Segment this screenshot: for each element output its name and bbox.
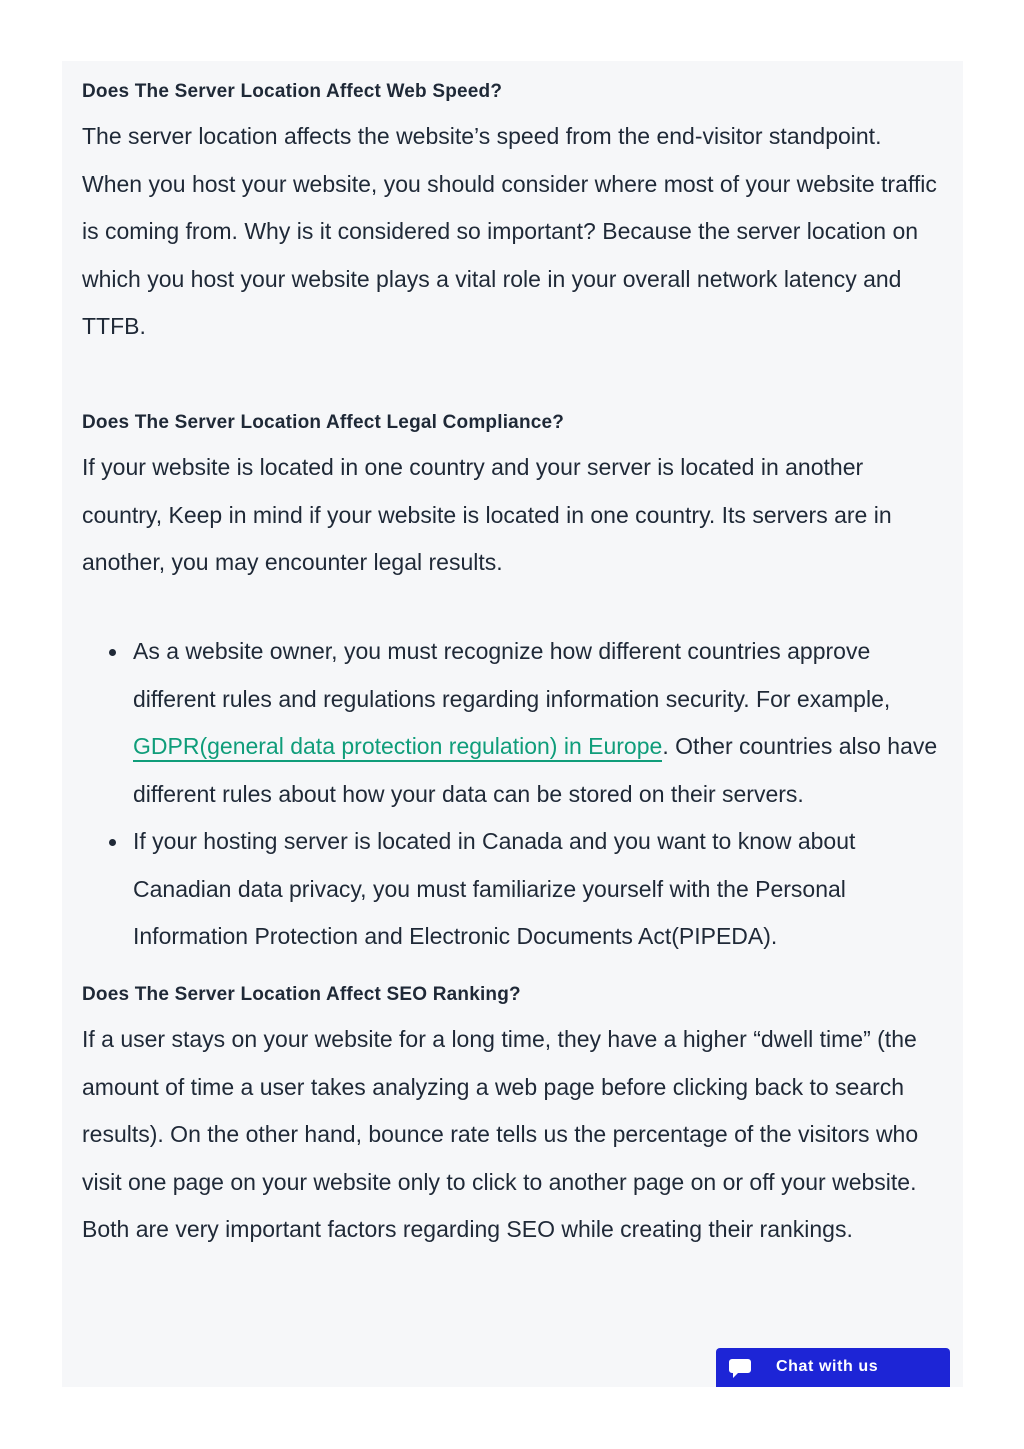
gdpr-link[interactable]: GDPR(general data protection regulation) in Europe — [133, 733, 662, 762]
heading-seo-ranking: Does The Server Location Affect SEO Ranking? — [82, 984, 521, 1005]
chat-widget-button[interactable] — [716, 1348, 950, 1387]
bullet-text: If your hosting server is located in Canada and you want to know about Canadian data privacy, you must familiarize yourself with the Personal Information Protection and Electronic Documents Act(PIPEDA). — [133, 828, 856, 949]
heading-legal-compliance: Does The Server Location Affect Legal Compliance? — [82, 412, 565, 433]
heading-web-speed: Does The Server Location Affect Web Speed? — [82, 81, 503, 102]
bullet-text-after: . Other countries also have different rules about how your data can be stored on their servers. — [133, 733, 938, 807]
chat-label: Chat with us — [776, 1358, 879, 1375]
paragraph-legal-compliance: If your website is located in one country and your server is located in another country, Keep in mind if your website is located in one country. Its servers are in another, you may encounter legal results. — [82, 454, 892, 575]
list-item — [82, 628, 944, 818]
bullet-text-before: As a website owner, you must recognize how different countries approve different rules and regulations regarding information security. For example, — [133, 638, 891, 712]
article-panel — [62, 61, 963, 1387]
paragraph-seo-ranking: If a user stays on your website for a long time, they have a higher “dwell time” (the amount of time a user takes analyzing a web page before clicking back to search results). On the other hand, bounce rate tells us the percentage of the visitors who visit one page on your website only to click to another page on or off your website. Both are very important factors regarding SEO while creating their rankings. — [82, 1026, 919, 1242]
list-item — [82, 818, 944, 961]
legal-bullet-list — [82, 628, 944, 961]
paragraph-web-speed: The server location affects the website’s speed from the end-visitor standpoint. When you host your website, you should consider where most of your website traffic is coming from. Why is it considered so important? Because the server location on which you host your website plays a vital role in your overall network latency and TTFB. — [82, 123, 937, 339]
chat-bubble-icon — [728, 1356, 752, 1380]
